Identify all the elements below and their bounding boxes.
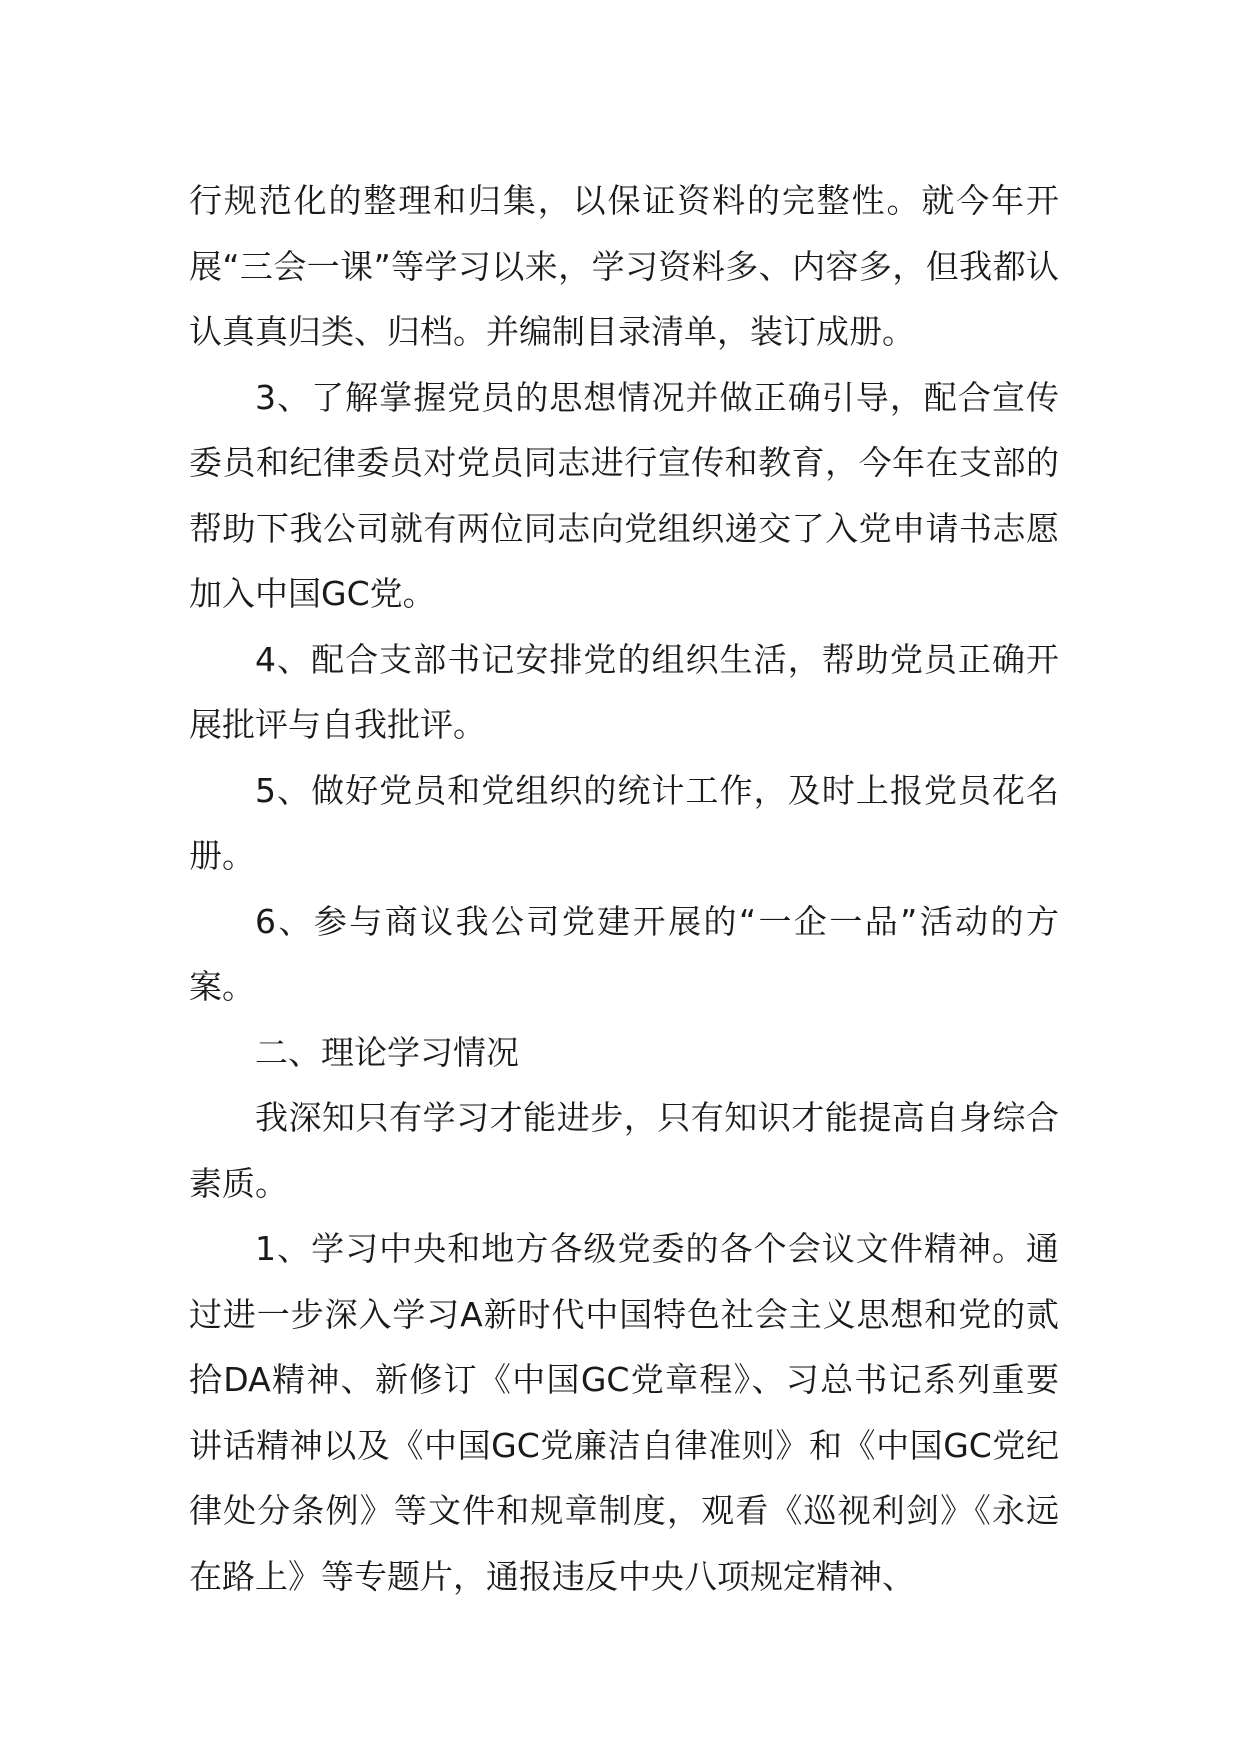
paragraph-item-3: 3、了解掌握党员的思想情况并做正确引导，配合宣传委员和纪律委员对党员同志进行宣传和教育，今年在支部的帮助下我公司就有两位同志向党组织递交了入党申请书志愿加入中国GC党。 [189,377,1059,613]
paragraph-item-5: 5、做好党员和党组织的统计工作，及时上报党员花名册。 [189,770,1059,875]
section-heading-theory-study: 二、理论学习情况 [255,1032,519,1072]
paragraph-continuation: 行规范化的整理和归集，以保证资料的完整性。就今年开展“三会一课”等学习以来，学习资料多、内容多，但我都认认真真归类、归档。并编制目录清单，装订成册。 [189,181,1059,351]
document-body [189,168,1059,1609]
paragraph-study-item-1: 1、学习中央和地方各级党委的各个会议文件精神。通过进一步深入学习A新时代中国特色社会主义思想和党的贰拾DA精神、新修订《中国GC党章程》、习总书记系列重要讲话精神以及《中国GC党廉洁自律准则》和《中国GC党纪律处分条例》等文件和规章制度，观看《巡视利剑》《永远在路上》等专题片，通报违反中央八项规定精神、 [189,1229,1059,1596]
paragraph-intro: 我深知只有学习才能进步，只有知识才能提高自身综合素质。 [189,1098,1059,1203]
paragraph-item-6: 6、参与商议我公司党建开展的“一企一品”活动的方案。 [189,901,1059,1006]
paragraph-item-4: 4、配合支部书记安排党的组织生活，帮助党员正确开展批评与自我批评。 [189,639,1059,744]
